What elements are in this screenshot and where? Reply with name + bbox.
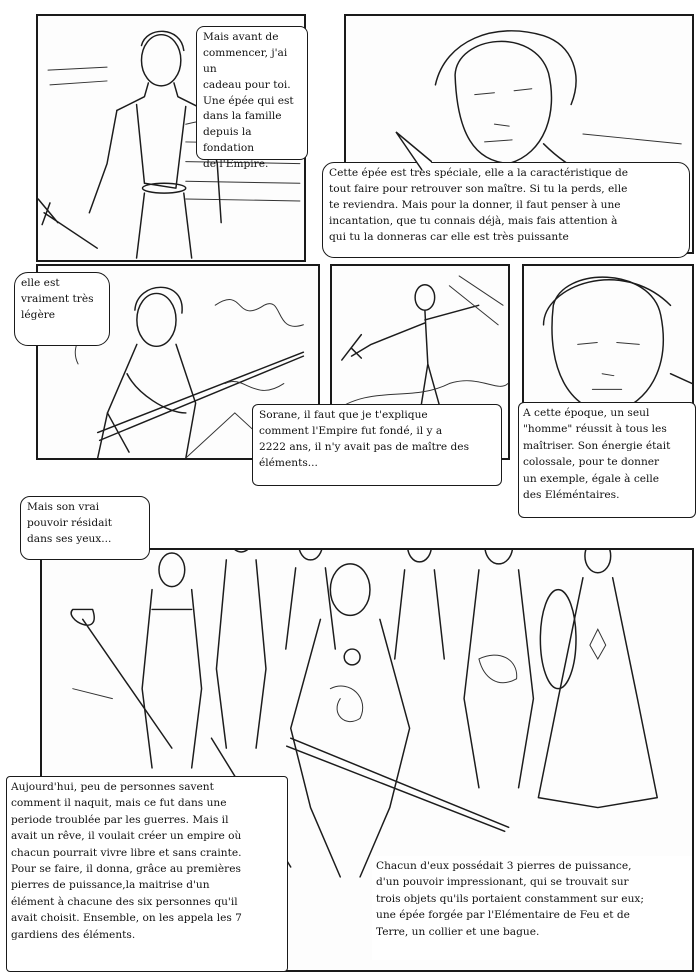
- panel-3-speech-bubble: elle est vraiment très légère: [14, 272, 110, 346]
- panel-1-speech-bubble: Mais avant de commencer, j'ai un cadeau pour toi. Une épée qui est dans la famille depuis la fondation de l'Empire.: [196, 26, 308, 160]
- guardian-figure-1: [142, 553, 201, 768]
- panel-4-speech-bubble: Sorane, il faut que je t'explique comment l'Empire fut fondé, il y a 2222 ans, il n'y avait pas de maître des éléments...: [252, 404, 502, 486]
- guardian-figure-3: [286, 550, 336, 649]
- guardian-figure-2: [216, 550, 266, 748]
- guardian-figure-5: [395, 550, 445, 659]
- panel-6-caption-right: Chacun d'eux possédait 3 pierres de puissance, d'un pouvoir impressionant, qui se trouvait sur trois objets qu'ils portaient constamment sur eux; une épée forgée par l'Elémentaire de Feu et de Terre, un collier et une bague.: [372, 856, 692, 960]
- guardian-figure-center: [291, 564, 410, 877]
- panel-2-speech-bubble: Cette épée est très spéciale, elle a la caractéristique de tout faire pour retrouver son maître. Si tu la perds, elle te reviendra. Mais pour la donner, il faut penser à une incantation, que tu connais déjà, mais fais attention à qui tu la donneras car elle est très puissante: [322, 162, 690, 258]
- panel-6-caption-left: Aujourd'hui, peu de personnes savent comment il naquit, mais ce fut dans une periode troublée par les guerres. Mais il avait un rêve, il voulait créer un empire où chacun pourrait vivre libre et sans crainte. Pour se faire, il donna, grâce au premières pierres de puissance,la maitrise d'un élément à chacune des six personnes qu'il avait choisit. Ensemble, on les appela les 7 gardiens des éléments.: [6, 776, 288, 972]
- panel-2-bubble-tail: [392, 128, 432, 172]
- panel-5-caption: A cette époque, un seul "homme" réussit à tous les maîtriser. Son énergie était colossale, pour te donner un exemple, égale à celle des Eléméntaires.: [518, 402, 696, 518]
- guardian-figure-7: [538, 550, 657, 808]
- guardian-figure-6: [464, 550, 576, 788]
- panel-6-speech-bubble: Mais son vrai pouvoir résidait dans ses yeux...: [20, 496, 150, 560]
